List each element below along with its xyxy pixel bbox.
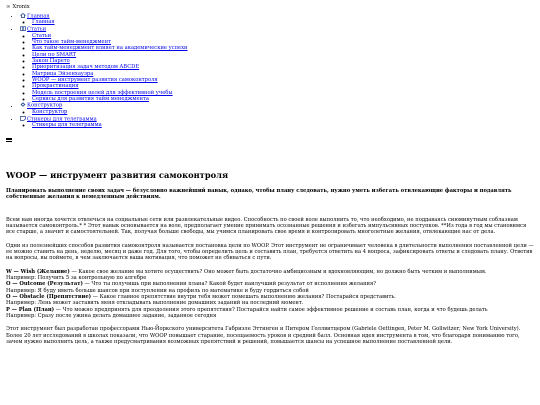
nav-sublink-articles[interactable]: Статьи: [32, 32, 52, 39]
site-brand[interactable]: [6, 4, 534, 11]
nav-sublink-eisenhower[interactable]: Матрица Эйзенхауэра: [32, 70, 94, 77]
nav-sublink-smart[interactable]: Цели по SMART: [32, 51, 77, 58]
nav-sublink-goal-model[interactable]: Модель построения целей для эффективной учебы: [32, 89, 173, 96]
nav-sublink-pareto[interactable]: Закон Парето: [32, 58, 70, 64]
woop-list: [6, 269, 534, 320]
site-name: Xronix: [12, 4, 30, 11]
article-paragraph: Одни из полезнейших способов развития самоконтроля называется постановка цели по WOOP. Этот инструмент не ограничивает человека в длительности выполнения поставленной цели — ее можно ставить на день, неделю, месяц и даже год. Для того, чтобы определить цель и составить план, требуется ответить на 4 вопроса, зафиксировать ответы и следовать плану. Ответив на вопросы, вы поймете, в чем заключается ваша мотивация, что поможет не сбиваться с пути.: [6, 242, 534, 262]
gear-icon: [20, 102, 26, 107]
woop-text: — Что ты получишь при выполнении плана? Какой будет наилучший результат от исполнения желания?: [82, 281, 377, 288]
book-icon: [20, 26, 26, 31]
nav-sublink-woop[interactable]: WOOP — инструмент развития самоконтроля: [32, 77, 158, 84]
nav-item-home: [20, 13, 534, 26]
nav-sublink-academic[interactable]: Как тайм-менеджмент влияет на академические успехи: [32, 45, 188, 52]
sticker-icon: [20, 116, 26, 121]
nav-submenu-stickers: [20, 122, 534, 128]
nav-submenu-articles: [20, 33, 534, 103]
woop-text: — Какое главное препятствие внутри тебя может помешать выполнению желания? Постарайся представить.: [91, 294, 396, 301]
nav-link-constructor[interactable]: Конструктор: [27, 102, 63, 109]
nav-sublink-services[interactable]: Сервисы для развития тайм менеджмента: [32, 96, 149, 103]
nav-sublink-constructor[interactable]: Конструктор: [32, 109, 68, 116]
woop-example: Например: Сразу после ужина делать домашнее задание, заданное сегодня: [6, 313, 217, 320]
nav-link-articles[interactable]: Статьи: [27, 26, 47, 33]
woop-term: P — Plan (План): [6, 306, 55, 313]
nav-item-articles: [20, 26, 534, 103]
infinity-logo-icon: ∞: [6, 4, 11, 10]
nav-item-stickers: [20, 116, 534, 129]
nav-sublink-what-is-tm[interactable]: Что такое тайм-менеджмент: [32, 38, 111, 45]
woop-term: O — Obstacle (Препятствие): [6, 294, 92, 301]
article-paragraph: Этот инструмент был разработан профессорами Нью-Йоркского университета Габриэле Эттинген и Питером Голлвитцером (Gabriele Oettingen, Peter M. Gollwitzer; New York University). Более 20 лет исследований в школах показали, что WOOP повышает старание, посещаемость уроков и средний балл. Основная идея инструмента в том, что благодаря пониманию того, зачем нужно выполнить цель, а также предусматривания возможных препятствий и решений, повышается шансы на успешное выполнение поставленной цели.: [6, 326, 521, 346]
woop-example: Например: Лень может заставить меня откладывать выполнение домашних заданий на последний момент.: [6, 300, 304, 307]
nav-sublink-abcde[interactable]: Приоритизация задач методом ABCDE: [32, 64, 140, 71]
woop-term: O — Outcome (Результат): [6, 281, 83, 288]
woop-text: — Что можно предпринять для преодоления этого препятствия? Постарайся найти самое эффективное решение и составь план, когда и что будешь делать: [54, 306, 488, 313]
nav-item-constructor: [20, 102, 534, 115]
article-paragraph: Всем нам иногда хочется отвлечься на социальные сети или развлекательные видео. Способность по своей воле выполнить то, что необходимо, не поддаваясь сиюминутным соблазнам называется самоконтроль.* * Этот навык основывается на воле, предполагает умение принимать осознанные решения и избегать импульсивных поступков. **Из года в год мы становимся все старше, а значит и самостоятельней. Так, получая больше свободы, мы учимся планировать свое время и контролировать многолетные желания, отвлекающие нас от дела.: [6, 216, 527, 236]
hamburger-menu-icon[interactable]: [6, 138, 12, 142]
woop-example: Например: Я буду иметь больше шансов при поступлении на профиль по математике и буду гордиться собой: [6, 287, 309, 294]
nav-subitem: [32, 122, 534, 128]
article-lead: Планировать выполнение своих задач — безусловно важнейший навык, однако, чтобы плану следовать, нужно уметь избегать отвлекающие факторы и подавлять собственные желания к немедленным действиям.: [6, 187, 512, 201]
nav-link-stickers[interactable]: Стикеры для телеграмма: [27, 116, 97, 123]
nav-sublink-home[interactable]: Главная: [32, 19, 55, 26]
nav-sublink-stickers[interactable]: Стикеры для телеграмма: [32, 122, 102, 129]
woop-text: — Какое свое желание вы хотите осуществить? Оно может быть достаточно амбициозным и вдохновляющим, но должно быть четким и выполнимым.: [69, 268, 487, 275]
nav-link-home[interactable]: Главная: [27, 13, 50, 20]
article-title: WOOP — инструмент развития самоконтроля: [6, 169, 229, 180]
home-icon: [20, 13, 26, 18]
nav-sublink-procrastination[interactable]: Прокрастинация: [32, 83, 79, 90]
main-nav: [6, 13, 534, 129]
woop-term: W — Wish (Желание): [6, 268, 70, 275]
woop-example: Например: Получить 5 за контрольную по алгебре: [6, 275, 147, 282]
